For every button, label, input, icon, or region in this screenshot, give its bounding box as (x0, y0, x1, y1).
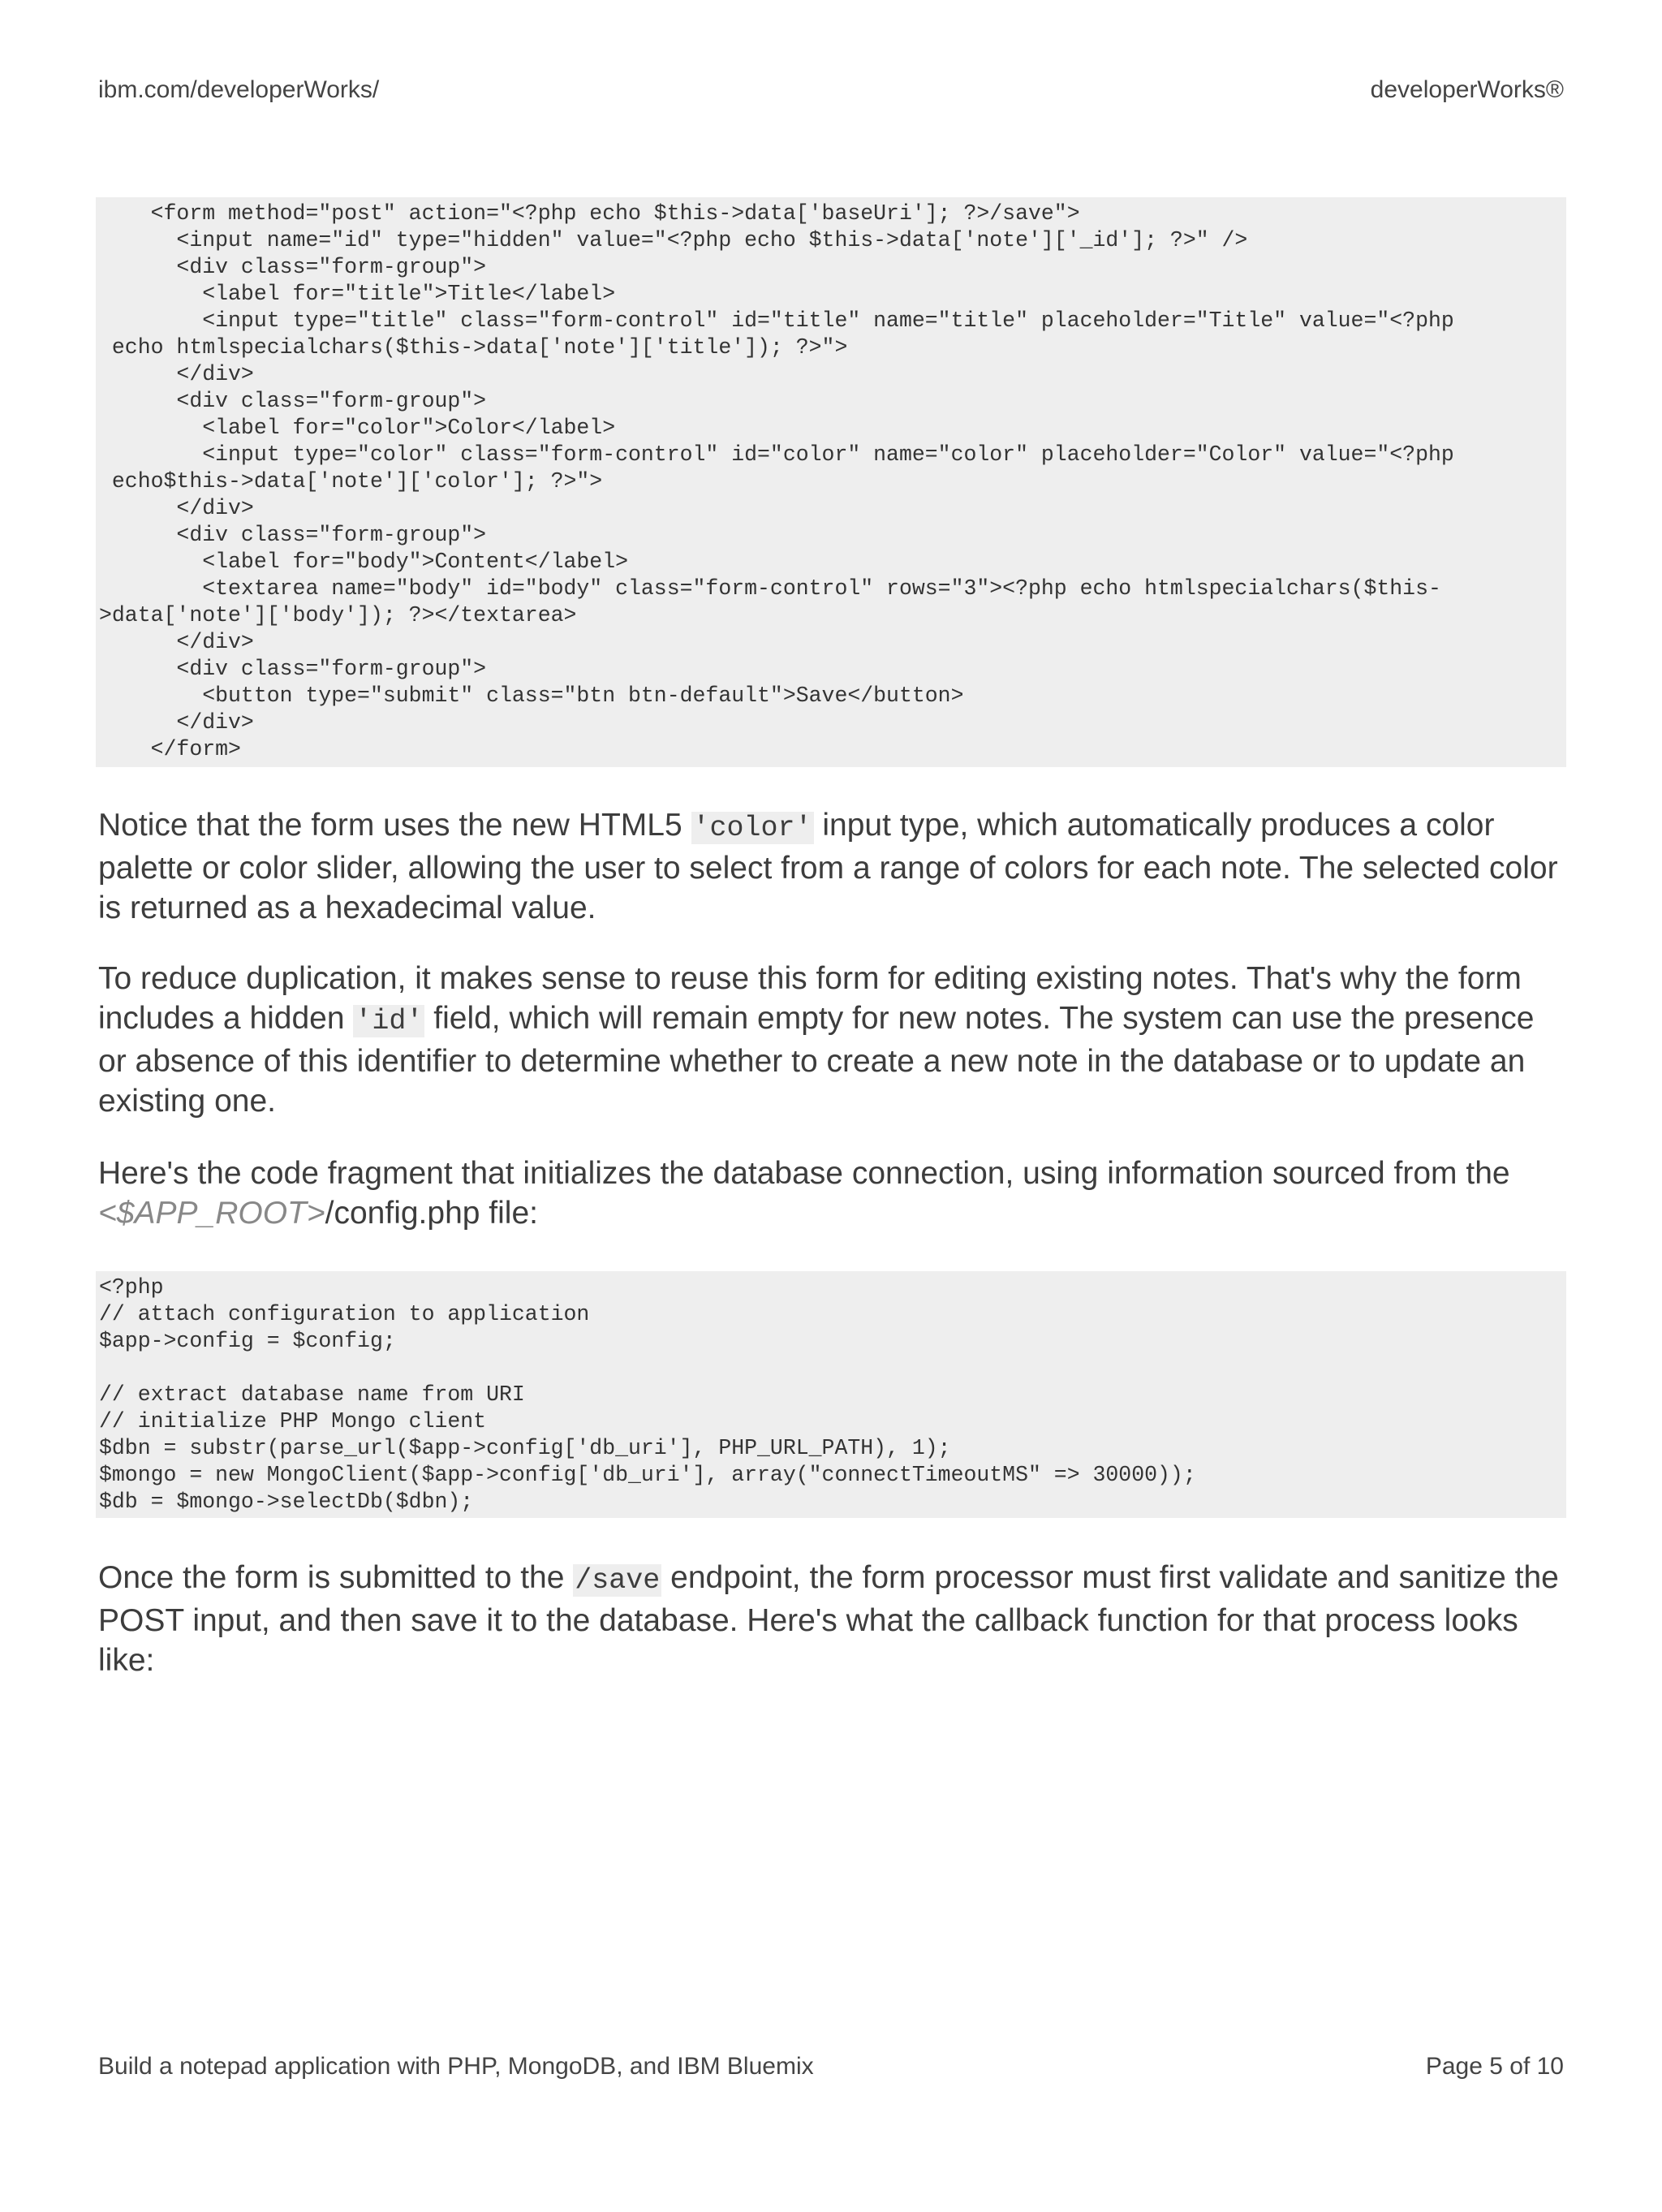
paragraph-text: Here's the code fragment that initializes the database connection, using information sourced from the (98, 1156, 1510, 1191)
paragraph-color-input (98, 805, 1567, 928)
header-brand: developerWorks® (1370, 76, 1564, 103)
app-root-variable: <$APP_ROOT> (98, 1196, 325, 1231)
paragraph-text: field, which will remain empty for new notes. The system can use the presence or absence of this identifier to determine whether to create a new note in the database or to update an existing one. (98, 1001, 1535, 1119)
config-code-block: <?php // attach configuration to application $app->config = $config; // extract database name from URI // initialize PHP Mongo client $dbn = substr(parse_url($app->config['db_uri'], PHP_URL_PATH), 1); $mongo = new MongoClient($app->config['db_uri'], array("connectTimeoutMS" => 30000)); $db = $mongo->selectDb($dbn); (96, 1271, 1566, 1518)
paragraph-text: To reduce duplication, it makes sense to reuse this form for editing existing notes. That's why the form includes a hidden (98, 961, 1522, 1036)
paragraph-text: Notice that the form uses the new HTML5 (98, 808, 691, 843)
paragraph-text: Once the form is submitted to the (98, 1560, 574, 1595)
inline-code-id: 'id' (355, 1005, 424, 1037)
inline-code-save: /save (575, 1564, 661, 1597)
inline-code-color: 'color' (692, 812, 812, 844)
paragraph-text: /config.php file: (325, 1196, 538, 1231)
header-site-url: ibm.com/developerWorks/ (98, 76, 380, 103)
paragraph-text: endpoint, the form processor must first validate and sanitize the POST input, and then save it to the database. Here's what the callback function for that process looks like: (98, 1560, 1559, 1678)
page-header (98, 76, 1564, 109)
paragraph-reuse-form (98, 959, 1567, 1121)
footer-article-title: Build a notepad application with PHP, MongoDB, and IBM Bluemix (98, 2053, 814, 2080)
footer-page-number: Page 5 of 10 (1425, 2053, 1564, 2080)
form-code-block: <form method="post" action="<?php echo $this->data['baseUri']; ?>/save"> <input name="id" type="hidden" value="<?php echo $this->data['note']['_id']; ?>" /> <div class="form-group"> <label for="title">Title</label> <input type="title" class="form-control" id="title" name="title" placeholder="Title" value="<?php echo htmlspecialchars($this->data['note']['title']); ?>"> </div> <div class="form-group"> <label for="color">Color</label> <input type="color" class="form-control" id="color" name="color" placeholder="Color" value="<?php echo$this->data['note']['color']; ?>"> </div> <div class="form-group"> <label for="body">Content</label> <textarea name="body" id="body" class="form-control" rows="3"><?php echo htmlspecialchars($this- >data['note']['body']); ?></textarea> </div> <div class="form-group"> <button type="submit" class="btn btn-default">Save</button> </div> </form> (96, 197, 1566, 767)
paragraph-text: input type, which automatically produces a color palette or color slider, allowing the user to select from a range of colors for each note. The selected color is returned as a hexadecimal value. (98, 808, 1558, 925)
paragraph-form-submit (98, 1558, 1567, 1680)
paragraph-db-connection (98, 1153, 1567, 1233)
